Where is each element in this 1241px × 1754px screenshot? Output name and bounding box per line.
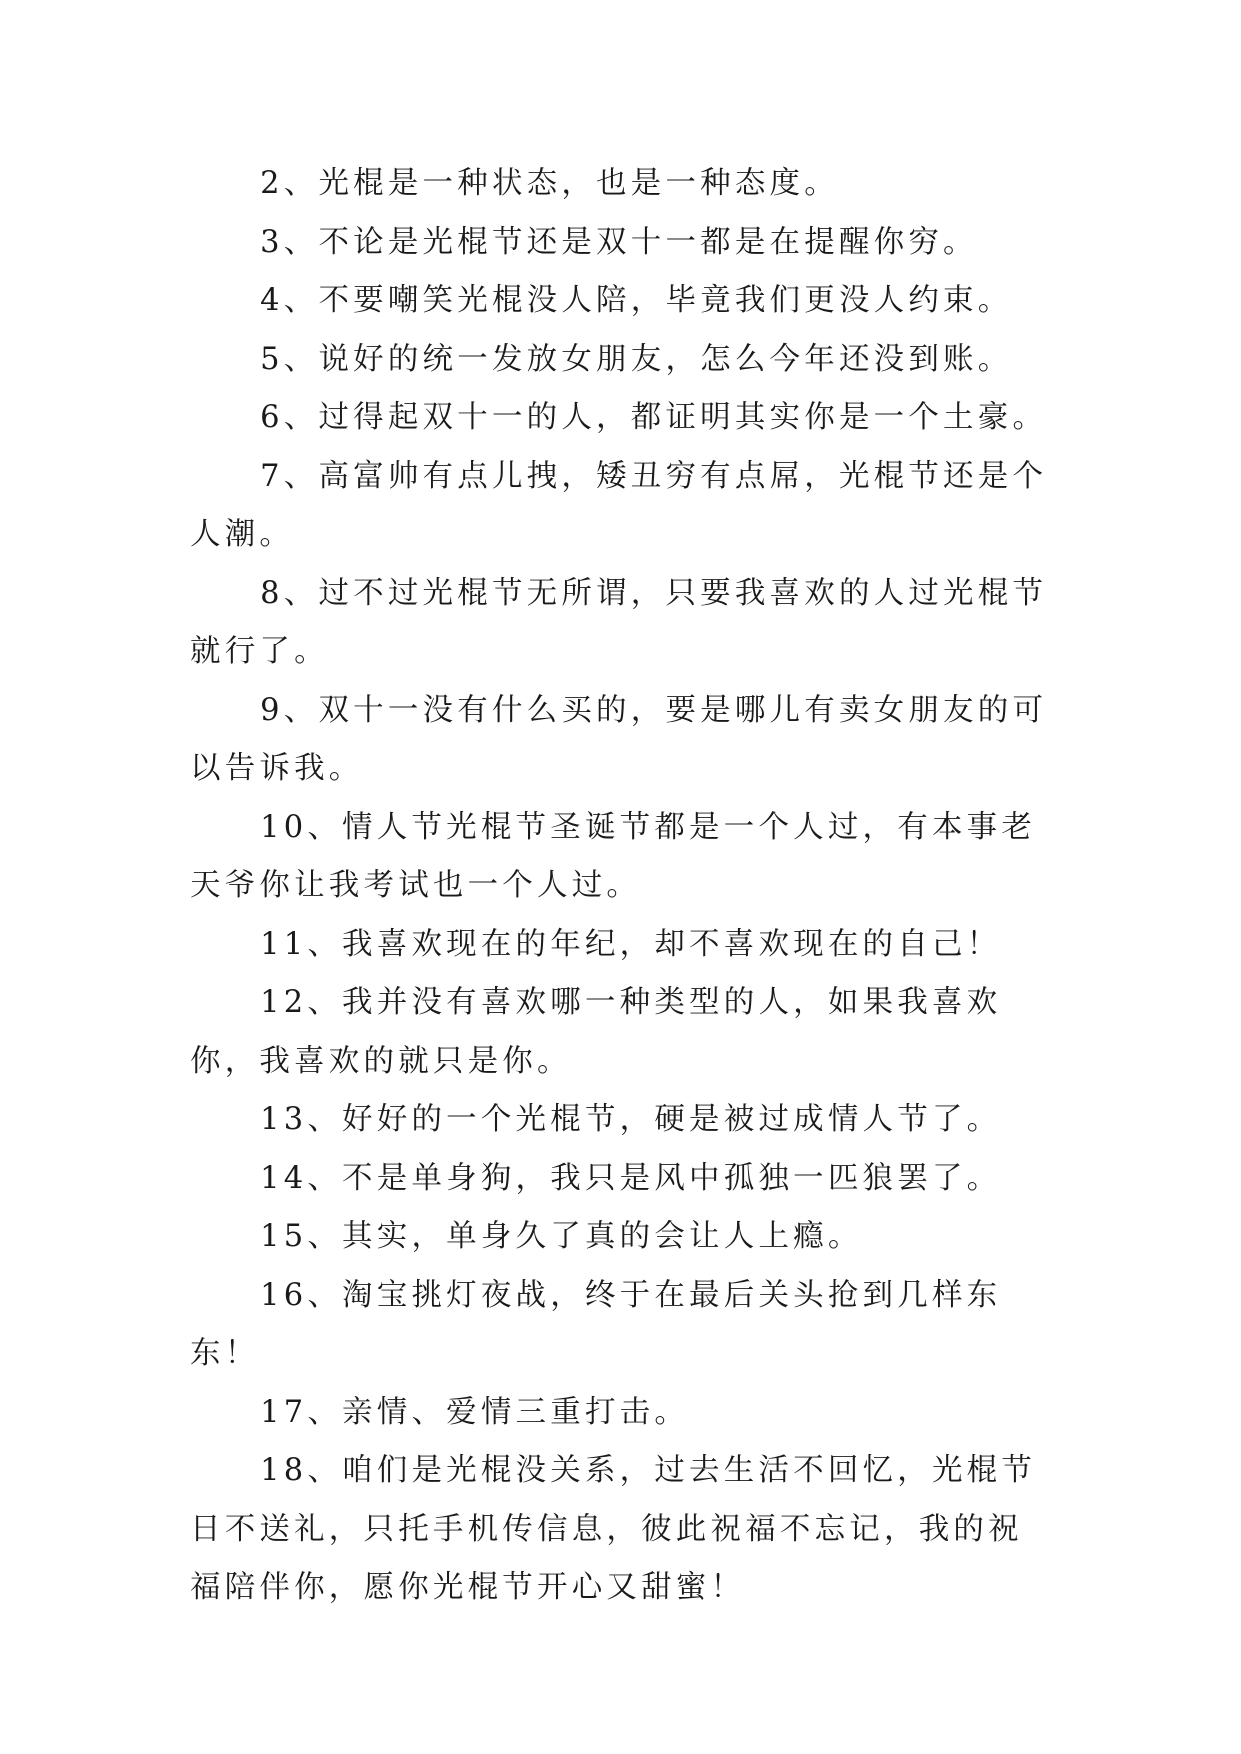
paragraph: 7、高富帅有点儿拽，矮丑穷有点屌，光棍节还是个人潮。 <box>190 458 1048 552</box>
document-body <box>190 155 1052 1618</box>
paragraph: 5、说好的统一发放女朋友，怎么今年还没到账。 <box>260 341 1013 377</box>
paragraph: 10、情人节光棍节圣诞节都是一个人过，有本事老天爷你让我考试也一个人过。 <box>190 809 1037 903</box>
paragraph: 11、我喜欢现在的年纪，却不喜欢现在的自己！ <box>260 926 1002 962</box>
paragraph: 2、光棍是一种状态，也是一种态度。 <box>260 166 839 201</box>
paragraph: 4、不要嘲笑光棍没人陪，毕竟我们更没人约束。 <box>260 283 1013 318</box>
paragraph: 18、咱们是光棍没关系，过去生活不回忆，光棍节日不送礼，只托手机传信息，彼此祝福不忘记，我的祝福陪伴你，愿你光棍节开心又甜蜜！ <box>190 1453 1037 1605</box>
paragraph: 8、过不过光棍节无所谓，只要我喜欢的人过光棍节就行了。 <box>190 575 1048 669</box>
paragraph: 12、我并没有喜欢哪一种类型的人，如果我喜欢你，我喜欢的就只是你。 <box>190 985 1002 1079</box>
paragraph: 3、不论是光棍节还是双十一都是在提醒你穷。 <box>260 224 978 260</box>
paragraph: 13、好好的一个光棍节，硬是被过成情人节了。 <box>260 1102 1002 1137</box>
paragraph: 9、双十一没有什么买的，要是哪儿有卖女朋友的可以告诉我。 <box>190 692 1048 786</box>
paragraph: 6、过得起双十一的人，都证明其实你是一个土豪。 <box>260 400 1048 435</box>
paragraph: 14、不是单身狗，我只是风中孤独一匹狼罢了。 <box>260 1160 1002 1196</box>
paragraph: 15、其实，单身久了真的会让人上瘾。 <box>260 1219 863 1254</box>
paragraph: 16、淘宝挑灯夜战，终于在最后关头抢到几样东东！ <box>190 1277 1002 1371</box>
paragraph: 17、亲情、爱情三重打击。 <box>260 1394 690 1430</box>
